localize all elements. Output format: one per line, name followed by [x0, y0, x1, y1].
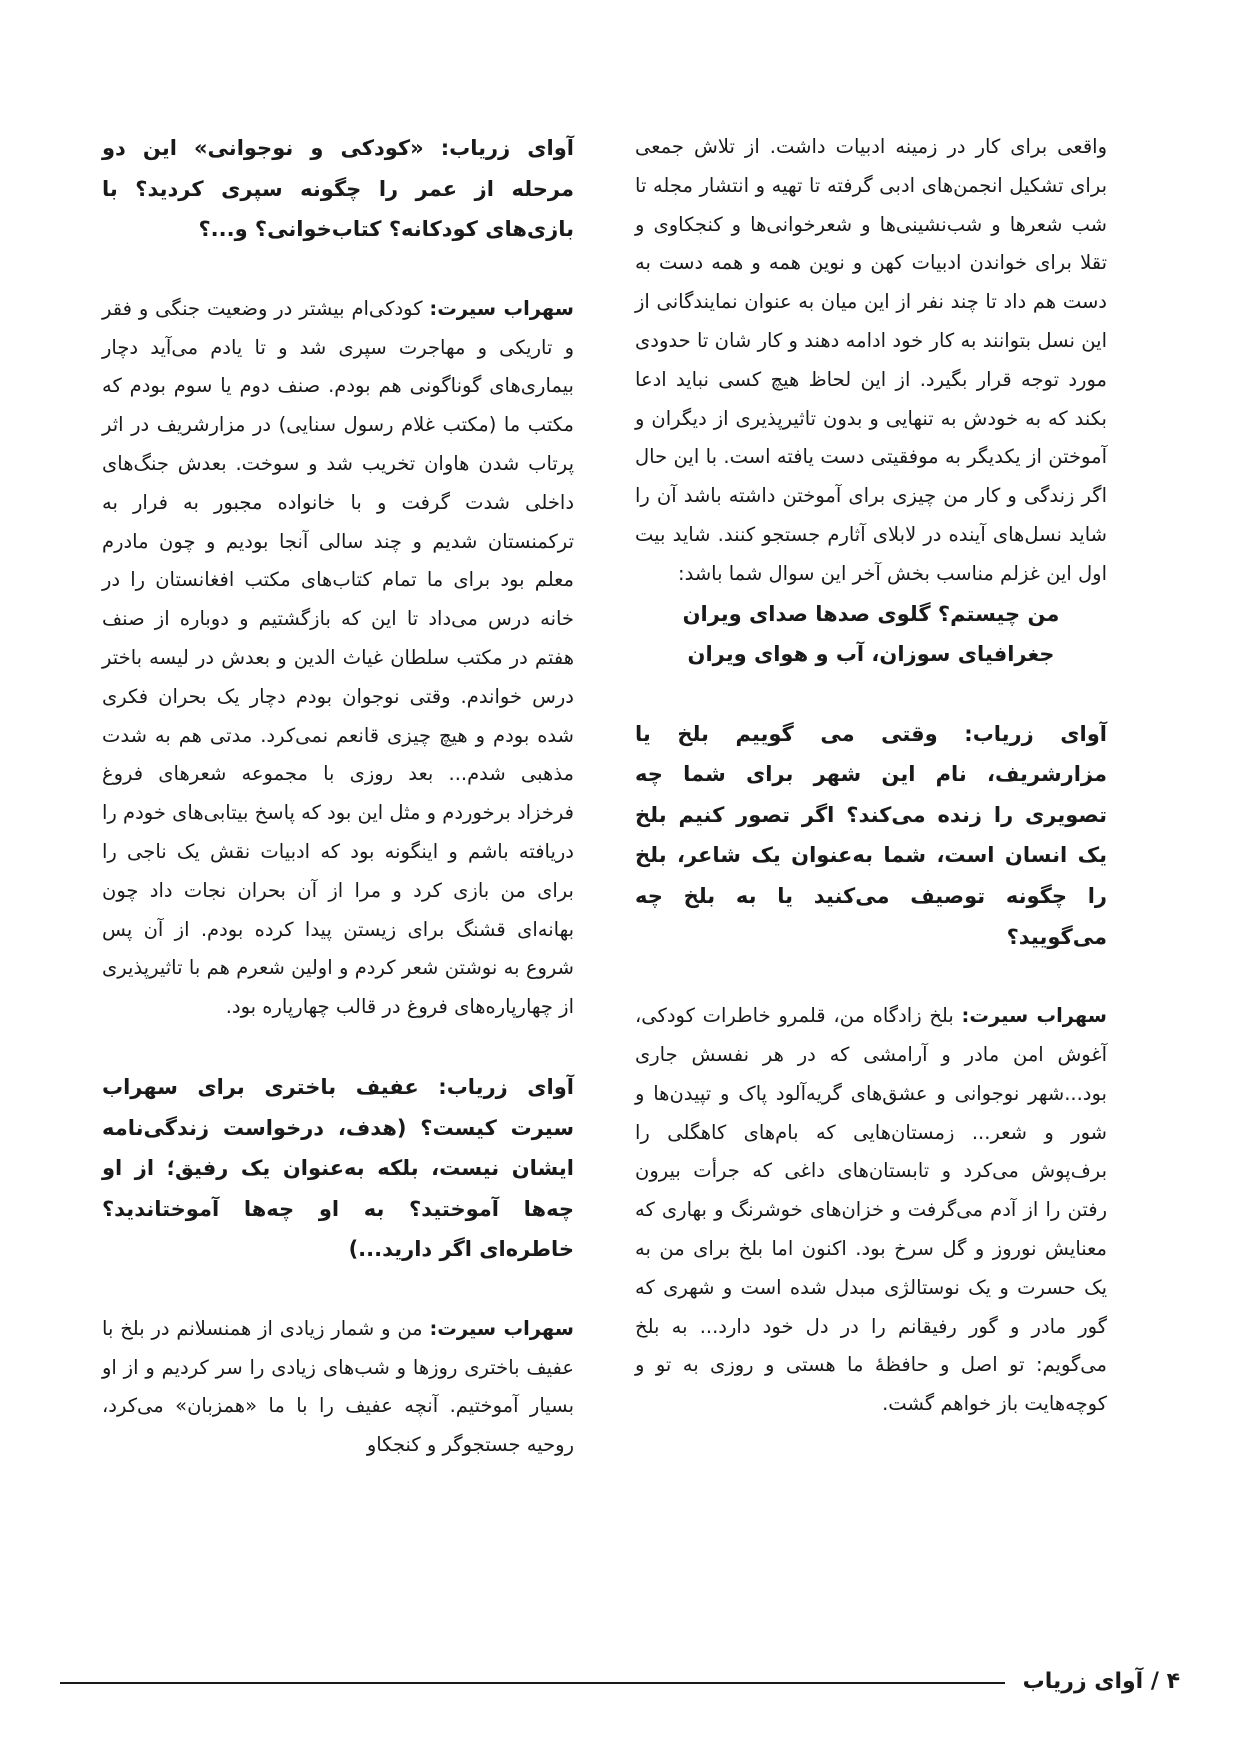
spacer: [102, 250, 574, 290]
answer-speaker: سهراب سیرت:: [429, 1316, 574, 1340]
interview-question: آوای زریاب: عفیف باختری برای سهراب سیرت کیست؟ (هدف، درخواست زندگی‌نامه ایشان نیست، بلکه به‌عنوان یک رفیق؛ از او چه‌ها آموختید؟ به او چه‌ها آموختاندید؟ خاطره‌ای اگر دارید...): [102, 1074, 574, 1262]
spacer: [635, 674, 1107, 714]
left-column: [102, 128, 574, 1465]
spacer: [102, 1027, 574, 1067]
intro-paragraph: واقعی برای کار در زمینه ادبیات داشت. از تلاش جمعی برای تشکیل انجمن‌های ادبی گرفته تا تهیه و انتشار مجله تا شب شعرها و شب‌نشینی‌ها و شعرخوانی‌ها و کنجکاوی و تقلا برای خواندن ادبیات کهن و نوین همه و همه دست به دست هم داد تا چند نفر از این میان به عنوان نمایندگانی از این نسل بتوانند به کار خود ادامه دهند و کار شان تا حدودی مورد توجه قرار بگیرد. از این لحاظ هیچ کسی نباید ادعا بکند که به خودش به تنهایی و بدون تاثیرپذیری از دیگران و آموختن از یکدیگر به موفقیتی دست یافته است. با این حال اگر زندگی و کار من چیزی برای آموختن داشته باشد آن را شاید نسل‌های آینده در لابلای آثارم جستجو کنند. شاید بیت اول این غزلم مناسب بخش آخر این سوال شما باشد:: [635, 135, 1107, 585]
verse-line-1: من چیستم؟ گلوی صدها صدای ویران: [682, 601, 1060, 626]
answer-text: من و شمار زیادی از همنسلانم در بلخ با عفیف باختری روزها و شب‌های زیادی را سر کردیم و از او بسیار آموختیم. آنچه عفیف را با ما «همزبان» می‌کرد، روحیه جستجوگر و کنجکاو: [102, 1316, 574, 1457]
interview-question: آوای زریاب: وقتی می گوییم بلخ یا مزارشریف، نام این شهر برای شما چه تصویری را زنده می‌کند؟ اگر تصور کنیم بلخ یک انسان است، شما به‌عنوان یک شاعر، بلخ را چگونه توصیف می‌کنید یا به بلخ چه می‌گویید؟: [635, 721, 1107, 949]
page-number-label: ۴ / آوای زریاب: [1022, 1669, 1180, 1694]
spacer: [635, 957, 1107, 997]
footer-rule: [60, 1682, 1005, 1684]
interview-answer: [635, 997, 1107, 1424]
answer-speaker: سهراب سیرت:: [429, 296, 574, 320]
answer-speaker: سهراب سیرت:: [961, 1004, 1107, 1028]
answer-text: کودکی‌ام بیشتر در وضعیت جنگی و فقر و تاریکی و مهاجرت سپری شد و تا یادم می‌آید دچار بیماری‌های گوناگونی هم بودم. صنف دوم یا سوم بودم که مکتب ما (مکتب غلام رسول سنایی) در مزارشریف در اثر پرتاب شدن هاوان تخریب شد و سوخت. بعدش جنگ‌های داخلی شدت گرفت و با خانواده مجبور به فرار به ترکمنستان شدیم و چند سالی آنجا بودیم و چون مادرم معلم بود برای ما تمام کتاب‌های مکتب افغانستان را در خانه درس می‌داد تا این که بازگشتیم و دوباره از صنف هفتم در مکتب سلطان غیاث الدین و بعدش در لیسه باختر درس خواندم. وقتی نوجوان بودم دچار یک بحران فکری شده بودم و هیچ چیزی قانعم نمی‌کرد. مدتی هم به شدت مذهبی شدم... بعد روزی با مجموعه شعرهای فروغ فرخزاد برخوردم و مثل این بود که پاسخ بیتابی‌های خودم را دریافته باشم و اینگونه بود که ادبیات نقش یک ناجی را برای من بازی کرد و مرا از آن بحران نجات داد چون بهانه‌ای قشنگ برای زیستن پیدا کرده بودم. از آن پس شروع به نوشتن شعر کردم و اولین شعرم هم با تاثیرپذیری از چهارپاره‌های فروغ در قالب چهارپاره بود.: [102, 296, 574, 1019]
page-footer: [60, 1663, 1180, 1703]
interview-answer: [102, 1310, 574, 1465]
verse-line-2: جغرافیای سوزان، آب و هوای ویران: [687, 641, 1055, 666]
right-column: [635, 128, 1107, 1424]
interview-question: آوای زریاب: «کودکی و نوجوانی» این دو مرحله از عمر را چگونه سپری کردید؟ با بازی‌های کودکانه؟ کتاب‌خوانی؟ و...؟: [102, 136, 574, 242]
spacer: [102, 1270, 574, 1310]
interview-answer: [102, 290, 574, 1027]
answer-text: بلخ زادگاه من، قلمرو خاطرات کودکی، آغوش امن مادر و آرامشی که در هر نفسش جاری بود...شهر نوجوانی و عشق‌های گریه‌آلود پاک و تپیدن‌ها و شور و شعر... زمستان‌هایی که بام‌های کاهگلی را برف‌پوش می‌کرد و تابستان‌های داغی که جرأت بیرون رفتن را از آدم می‌گرفت و خزان‌های خوشرنگ و بهاری که معنایش نوروز و گل سرخ بود. اکنون اما بلخ برای من به یک حسرت و یک نوستالژی مبدل شده است و شهری که گور مادر و گور رفیقانم را در دل خود دارد... به بلخ می‌گویم: تو اصل و حافظهٔ ما هستی و روزی به تو و کوچه‌هایت باز خواهم گشت.: [635, 1004, 1107, 1416]
